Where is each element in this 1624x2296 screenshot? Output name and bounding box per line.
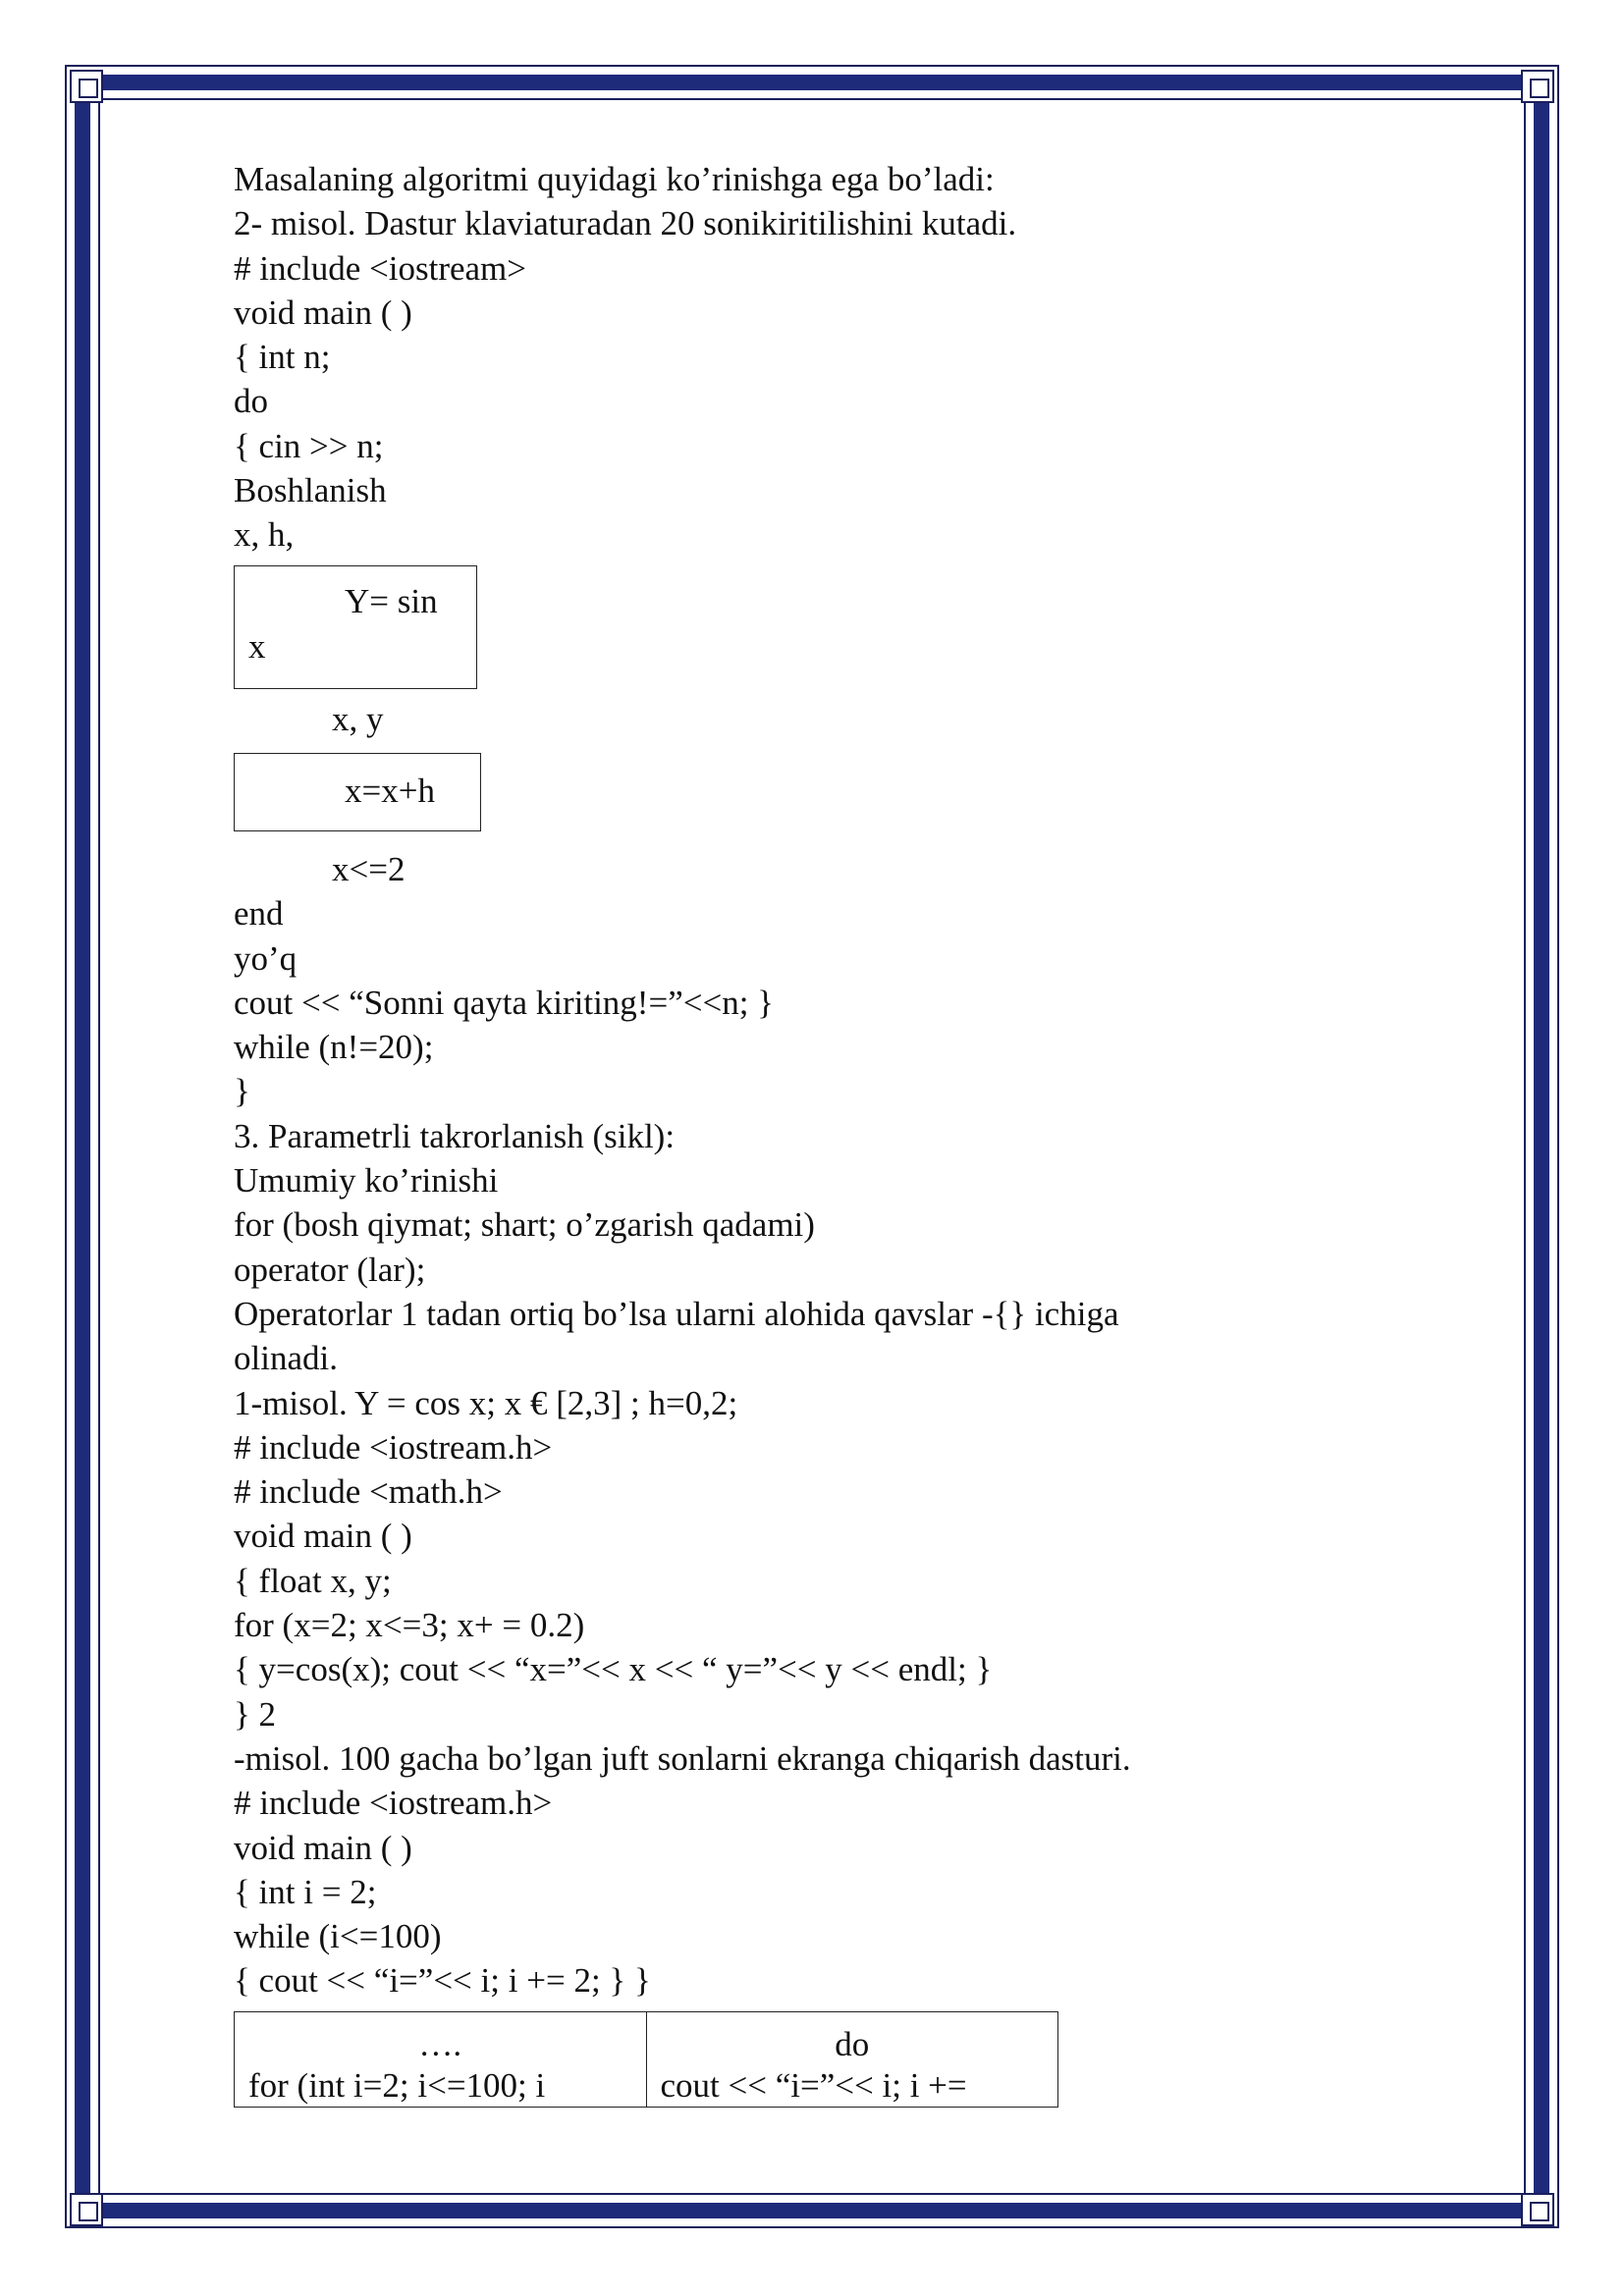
code-line: { int i = 2; xyxy=(234,1872,377,1911)
text-line: Masalaning algoritmi quyidagi ko’rinishga ega bo’ladi: xyxy=(234,160,995,198)
flowchart-box-text: Y= sin xyxy=(345,581,438,620)
flowchart-label: x<=2 xyxy=(332,849,406,888)
code-line: while (i<=100) xyxy=(234,1917,442,1956)
text-line: 2- misol. Dastur klaviaturadan 20 sonikiritilishini kutadi. xyxy=(234,204,1017,243)
code-line: void main ( ) xyxy=(234,1517,412,1556)
code-line: void main ( ) xyxy=(234,293,412,332)
code-line: void main ( ) xyxy=(234,1828,412,1867)
code-line: { cin >> n; xyxy=(234,426,384,465)
flowchart-label: x, y xyxy=(332,699,384,738)
flowchart-label: Boshlanish xyxy=(234,471,387,510)
table-cell-text: for (int i=2; i<=100; i xyxy=(248,2065,546,2105)
flowchart-box-text: x xyxy=(248,626,266,666)
flowchart-box-text: x=x+h xyxy=(345,771,435,810)
document-body xyxy=(234,157,1333,2108)
text-line: 1-misol. Y = cos x; x € [2,3] ; h=0,2; xyxy=(234,1383,738,1422)
code-line: for (x=2; x<=3; x+ = 0.2) xyxy=(234,1606,585,1645)
code-line: { int n; xyxy=(234,338,331,377)
code-line: # include <iostream.h> xyxy=(234,1427,553,1467)
table-cell xyxy=(646,2011,1058,2107)
text-line: operator (lar); xyxy=(234,1250,426,1289)
flowchart-process-box xyxy=(234,565,477,689)
code-line: { y=cos(x); cout << “x=”<< x << “ y=”<< y << endl; } xyxy=(234,1650,993,1689)
table-row xyxy=(235,2011,1058,2107)
corner-ornament-top-left xyxy=(70,70,103,103)
code-line: } xyxy=(234,1072,250,1111)
code-line: cout << “Sonni qayta kiriting!=”<<n; } xyxy=(234,983,774,1022)
text-line: -misol. 100 gacha bo’lgan juft sonlarni ekranga chiqarish dasturi. xyxy=(234,1738,1131,1778)
table-cell-text: do xyxy=(835,2024,870,2063)
flowchart-label: yo’q xyxy=(234,938,298,978)
text-line: Operatorlar 1 tadan ortiq bo’lsa ularni alohida qavslar -{} ichiga xyxy=(234,1294,1119,1333)
text-line: Umumiy ko’rinishi xyxy=(234,1161,499,1201)
code-line: } 2 xyxy=(234,1694,277,1734)
code-line: while (n!=20); xyxy=(234,1028,434,1067)
flowchart-label: end xyxy=(234,894,284,934)
code-line: # include <math.h> xyxy=(234,1472,503,1512)
text-line: for (bosh qiymat; shart; o’zgarish qadami) xyxy=(234,1205,815,1245)
comparison-table xyxy=(234,2011,1058,2108)
corner-ornament-bottom-right xyxy=(1521,2193,1554,2226)
table-cell-text: …. xyxy=(418,2024,462,2063)
code-line: # include <iostream.h> xyxy=(234,1784,553,1823)
code-line: # include <iostream> xyxy=(234,248,527,288)
code-line: { cout << “i=”<< i; i += 2; } } xyxy=(234,1961,651,2001)
section-heading: 3. Parametrli takrorlanish (sikl): xyxy=(234,1116,676,1155)
flowchart-process-box xyxy=(234,753,481,831)
code-line: do xyxy=(234,382,268,421)
table-cell-text: cout << “i=”<< i; i += xyxy=(660,2065,967,2105)
text-line: olinadi. xyxy=(234,1339,338,1378)
table-cell xyxy=(235,2011,647,2107)
flowchart-label: x, h, xyxy=(234,515,295,555)
code-line: { float x, y; xyxy=(234,1561,392,1600)
corner-ornament-top-right xyxy=(1521,70,1554,103)
corner-ornament-bottom-left xyxy=(70,2193,103,2226)
